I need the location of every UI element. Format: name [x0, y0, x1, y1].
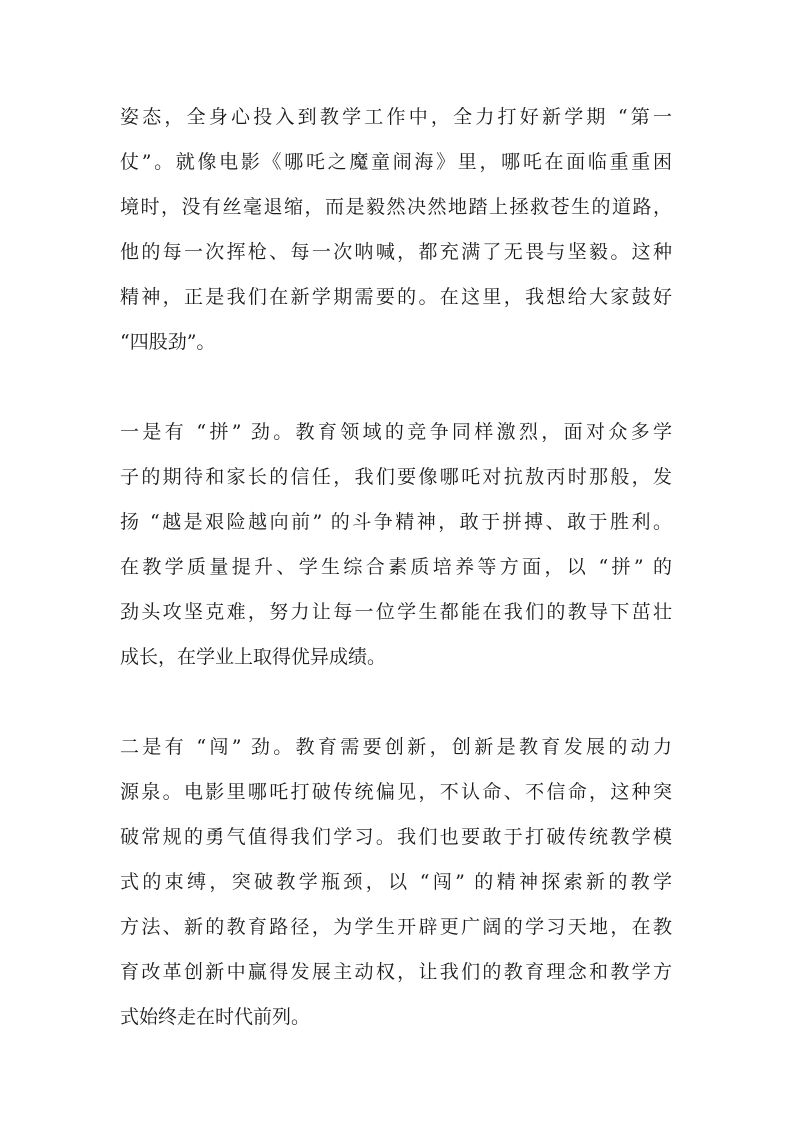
- text-line: 式始终走在时代前列。: [120, 1006, 311, 1028]
- text-line: 姿态，全身心投入到教学工作中，全力打好新学期 “第一: [120, 106, 672, 128]
- paragraph-intro: [120, 95, 672, 365]
- text-line: 育改革创新中赢得发展主动权，让我们的教育理念和教学方: [120, 961, 672, 983]
- text-line: 成长，在学业上取得优异成绩。: [120, 646, 387, 668]
- text-line: 破常规的勇气值得我们学习。我们也要敢于打破传统教学模: [120, 826, 672, 848]
- text-line: 精神，正是我们在新学期需要的。在这里，我想给大家鼓好: [120, 286, 672, 308]
- text-line: 二是有 “闯” 劲。教育需要创新，创新是教育发展的动力: [120, 736, 672, 758]
- text-line: 式的束缚，突破教学瓶颈，以 “闯” 的精神探索新的教学: [120, 871, 672, 893]
- text-line: 劲头攻坚克难，努力让每一位学生都能在我们的教导下茁壮: [120, 601, 672, 623]
- text-line: 子的期待和家长的信任，我们要像哪吒对抗敖丙时那般，发: [120, 466, 672, 488]
- text-line: 仗”。就像电影《哪吒之魔童闹海》里，哪吒在面临重重困: [120, 151, 672, 173]
- text-line: 境时，没有丝毫退缩，而是毅然决然地踏上拯救苍生的道路，: [120, 196, 672, 218]
- text-line: 方法、新的教育路径，为学生开辟更广阔的学习天地，在教: [120, 916, 672, 938]
- text-line: 在教学质量提升、学生综合素质培养等方面，以 “拼” 的: [120, 556, 672, 578]
- text-line: “四股劲”。: [120, 331, 216, 353]
- text-line: 他的每一次挥枪、每一次呐喊，都充满了无畏与坚毅。这种: [120, 241, 672, 263]
- text-line: 源泉。电影里哪吒打破传统偏见，不认命、不信命，这种突: [120, 781, 672, 803]
- document-page: [120, 95, 672, 1085]
- text-line: 扬 “越是艰险越向前” 的斗争精神，敢于拼搏、敢于胜利。: [120, 511, 672, 533]
- paragraph-chuang: [120, 725, 672, 1040]
- text-line: 一是有 “拼” 劲。教育领域的竞争同样激烈，面对众多学: [120, 421, 672, 443]
- paragraph-pin: [120, 410, 672, 680]
